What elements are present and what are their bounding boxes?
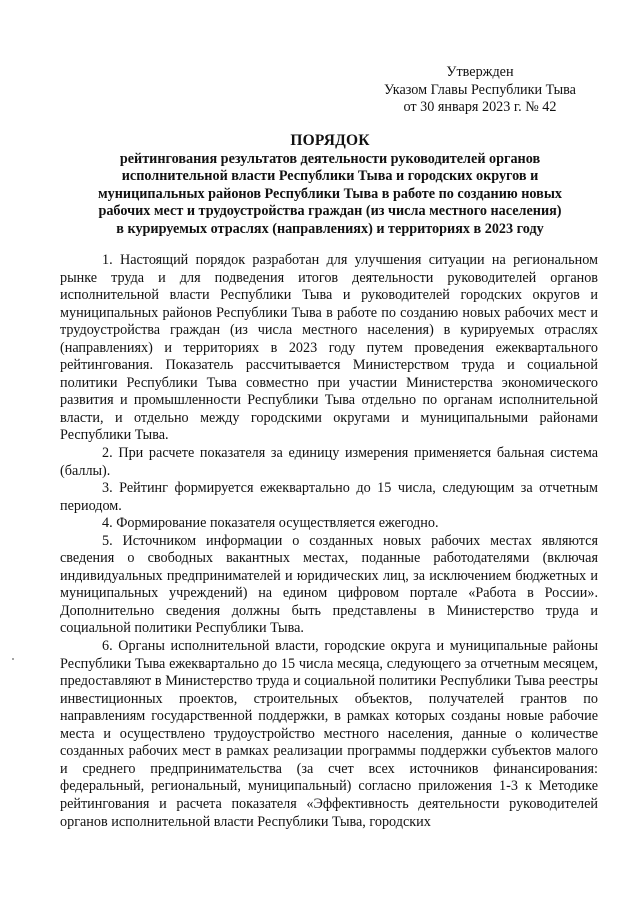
document-title: [60, 132, 600, 239]
title-main: ПОРЯДОК: [290, 132, 370, 149]
approval-status: Утвержден: [446, 64, 514, 80]
paragraph-3: 3. Рейтинг формируется ежеквартально до 15 числа, следующим за отчетным периодом.: [60, 480, 598, 514]
paragraph-5: 5. Источником информации о созданных новых рабочих местах являются сведения о свободных вакантных местах, поданные работодателями (включая индивидуальных предпринимателей и юридических лиц, за исключением бюджетных и муниципальных учреждений) на едином цифровом портале «Работа в России». Дополнительно сведения должны быть представлены в Министерство труда и социальной политики Республики Тыва.: [60, 532, 598, 637]
approval-block: [360, 64, 600, 117]
scan-speck: [12, 658, 14, 660]
title-subtitle-line: рейтингования результатов деятельности руководителей органов: [119, 150, 541, 167]
approval-authority: Указом Главы Республики Тыва: [384, 81, 576, 98]
title-subtitle-line: в курируемых отраслях (направлениях) и территориях в 2023 году: [116, 220, 544, 237]
title-subtitle-line: рабочих мест и трудоустройства граждан (из числа местного населения): [98, 203, 562, 220]
paragraph-2: 2. При расчете показателя за единицу измерения применяется бальная система (баллы).: [60, 445, 598, 479]
paragraph-6: 6. Органы исполнительной власти, городские округа и муниципальные районы Республики Тыва ежеквартально до 15 числа месяца, следующего за отчетным месяцем, предоставляют в Министерство труда и социальной политики Республики Тыва реестры инвестиционных проектов, строительных объектов, получателей грантов по направлениям государственной поддержки, в рамках которых созданы новые рабочие места и осуществлено трудоустройство местного населения, данные о количестве созданных рабочих мест в рамках реализации программы поддержки субъектов малого и среднего предпринимательства (за счет всех источников финансирования: федеральный, региональный, муниципальный) согласно приложения 1-3 к Методике рейтингования и расчета показателя «Эффективность деятельности руководителей органов исполнительной власти Республики Тыва, городских: [60, 638, 598, 830]
title-subtitle-line: муниципальных районов Республики Тыва в работе по созданию новых: [97, 185, 563, 202]
title-subtitle-line: исполнительной власти Республики Тыва и городских округов и: [121, 168, 539, 185]
document-body: [60, 252, 598, 831]
approval-date: от 30 января 2023 г. № 42: [403, 99, 557, 116]
paragraph-4: 4. Формирование показателя осуществляется ежегодно.: [102, 515, 439, 532]
paragraph-1: 1. Настоящий порядок разработан для улучшения ситуации на региональном рынке труда и для подведения итогов деятельности руководителей органов исполнительной власти Республики Тыва и руководителей городских округов и муниципальных районов Республики Тыва в работе по созданию новых рабочих мест и трудоустройства граждан (из числа местного населения) в курируемых отраслях (направлениях) и территориях в 2023 году путем проведения ежеквартального рейтингования. Показатель рассчитывается Министерством труда и социальной политики Республики Тыва совместно при участии Министерства экономического развития и промышленности Республики Тыва отдельно по органам исполнительной власти, и отдельно между городскими округами и муниципальными районами Республики Тыва.: [60, 252, 598, 444]
